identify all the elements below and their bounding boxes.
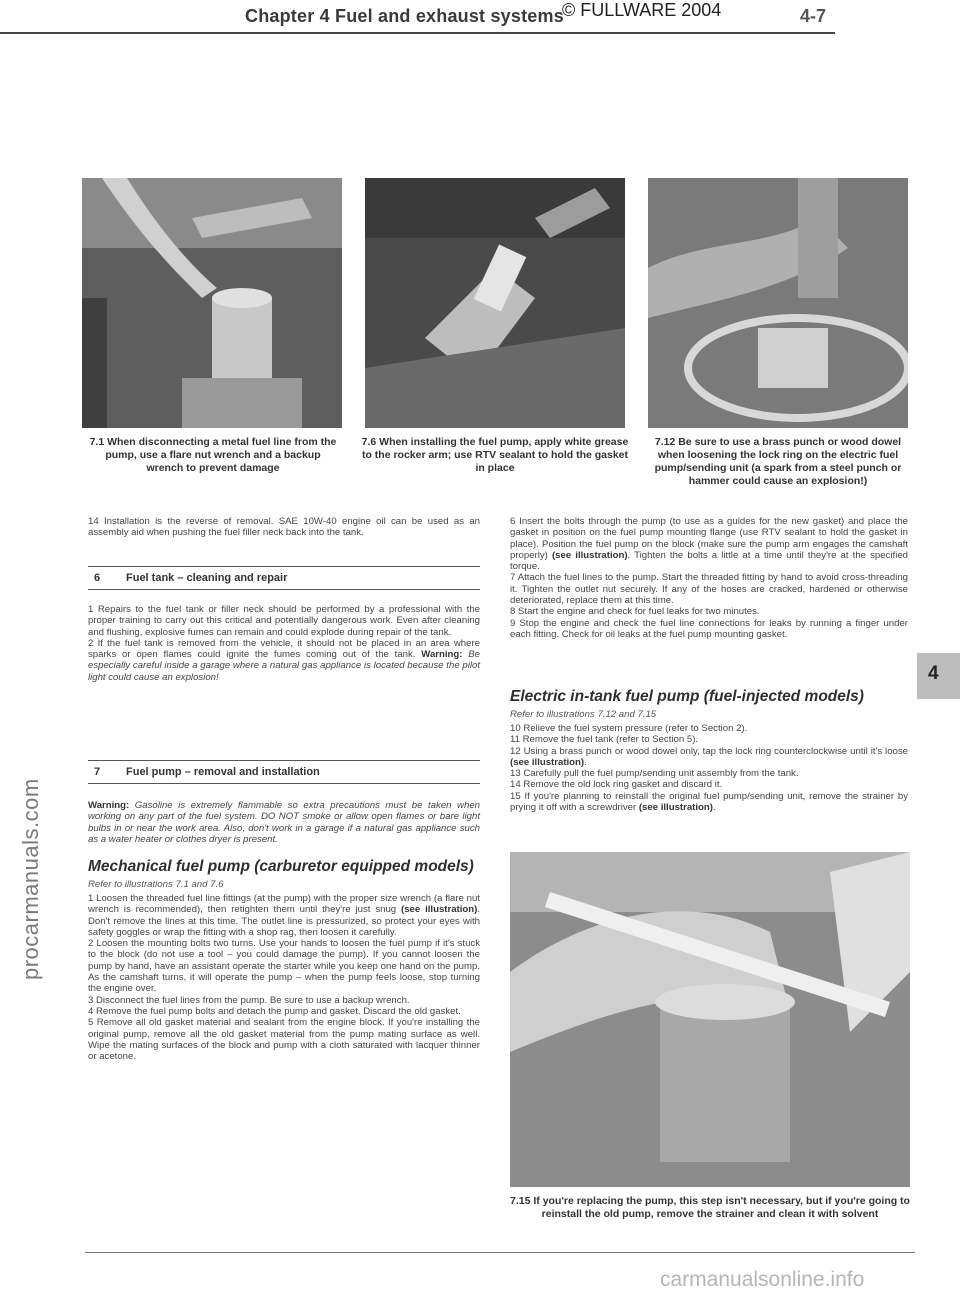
caption-7-6: 7.6 When installing the fuel pump, apply white grease to the rocker arm; use RTV sealant to hold the gasket in place — [361, 436, 629, 474]
fuel-line-photo-icon — [82, 178, 342, 428]
electric-pump-reference: Refer to illustrations 7.12 and 7.15 — [510, 709, 657, 720]
electric-pump-heading: Electric in-tank fuel pump (fuel-injected models) — [510, 688, 864, 705]
photo-7-1 — [82, 178, 342, 428]
mechanical-pump-reference: Refer to illustrations 7.1 and 7.6 — [88, 879, 224, 890]
caption-7-12: 7.12 Be sure to use a brass punch or wood dowel when loosening the lock ring on the electric fuel pump/sending unit (a spark from a steel punch or hammer could cause an explosion!) — [654, 436, 902, 487]
section-6-heading — [88, 566, 480, 590]
page-header — [0, 0, 835, 34]
watermark-left: procarmanuals.com — [18, 778, 43, 980]
right-steps-top: 6 Insert the bolts through the pump (to use as a guides for the new gasket) and place the gasket in position on the fuel pump mounting flange (use RTV sealant to hold the gasket in place). Position the fuel pump on the block (make sure the pump arm engages the camshaft properly) (see illustration). Tighten the bolts a little at a time until they're at the specified torque. 7 Attach the fuel lines to the pump. Start the threaded fitting by hand to avoid cross-threading it. Tighten the outlet nut securely. If any of the hoses are cracked, hardened or otherwise deteriorated, replace them at this time. 8 Start the engine and check for fuel leaks for two minutes. 9 Stop the engine and check the fuel line connections for leaks by running a finger under each fitting. Check for oil leaks at the fuel pump mounting gasket. — [510, 516, 908, 640]
photo-7-12 — [648, 178, 908, 428]
warning-block: Warning: Gasoline is extremely flammable so extra precautions must be taken when working on any part of the fuel system. DO NOT smoke or allow open flames or bare light bulbs in or near the work area. Also, don't work in a garage if a natural gas appliance such as a water heater or clothes dryer is present. — [88, 800, 480, 845]
photo-7-15 — [510, 852, 910, 1187]
watermark-bottom: carmanualsonline.info — [660, 1268, 865, 1291]
section-number: 7 — [94, 766, 101, 778]
caption-7-15: 7.15 If you're replacing the pump, this step isn't necessary, but if you're going to reinstall the old pump, remove the strainer and clean it with solvent — [510, 1195, 910, 1220]
chapter-title: Chapter 4 Fuel and exhaust systems — [245, 6, 564, 26]
section-number: 6 — [94, 572, 101, 584]
caption-7-1: 7.1 When disconnecting a metal fuel line from the pump, use a flare nut wrench and a backup wrench to prevent damage — [89, 436, 337, 474]
strainer-photo-icon — [510, 852, 910, 1187]
page-number: 4-7 — [800, 6, 827, 26]
chapter-tab: 4 — [917, 653, 960, 699]
section-title: Fuel pump – removal and installation — [126, 766, 320, 778]
fuel-pump-photo-icon — [365, 178, 625, 428]
footer-rule — [85, 1252, 915, 1253]
section-title: Fuel tank – cleaning and repair — [126, 572, 288, 584]
electric-pump-steps: 10 Relieve the fuel system pressure (refer to Section 2). 11 Remove the fuel tank (refer to Section 5). 12 Using a brass punch or wood dowel only, tap the lock ring counterclockwise until it's loose (see illustration). 13 Carefully pull the fuel pump/sending unit assembly from the tank. 14 Remove the old lock ring gasket and discard it. 15 If you're planning to reinstall the original fuel pump/sending unit, remove the strainer by prying it off with a screwdriver (see illustration). — [510, 723, 908, 814]
mechanical-pump-heading: Mechanical fuel pump (carburetor equipped models) — [88, 858, 474, 875]
paragraph-14: 14 Installation is the reverse of removal. SAE 10W-40 engine oil can be used as an assembly aid when pushing the fuel filler neck back into the tank. — [88, 516, 480, 539]
mechanical-pump-steps: 1 Loosen the threaded fuel line fittings (at the pump) with the proper size wrench (a flare nut wrench is recommended), then retighten them until they're just snug (see illustration). Don't remove the lines at this time. The outlet line is pressurized, so protect your eyes with safety goggles or wrap the fitting with a shop rag, then loosen it carefully. 2 Loosen the mounting bolts two turns. Use your hands to loosen the fuel pump if it's stuck to the block (do not use a tool – you could damage the pump). If you cannot loosen the pump by hand, have an assistant operate the starter while you keep one hand on the pump. As the camshaft turns, it will operate the pump – when the pump feels loose, stop turning the engine over. 3 Disconnect the fuel lines from the pump. Be sure to use a backup wrench. 4 Remove the fuel pump bolts and detach the pump and gasket. Discard the old gasket. 5 Remove all old gasket material and sealant from the engine block. If you're installing the original pump, remove all the old gasket material from the pump mating surface as well. Wipe the mating surfaces of the block and pump with a cloth saturated with lacquer thinner or acetone. — [88, 893, 481, 1063]
section-6-body: 1 Repairs to the fuel tank or filler neck should be performed by a professional with the proper training to carry out this critical and potentially dangerous work. Even after cleaning and flushing, explosive fumes can remain and could explode during repair of the tank. 2 If the fuel tank is removed from the vehicle, it should not be placed in an area where sparks or open flames could ignite the fumes coming out of the tank. Warning: Be especially careful inside a garage where a natural gas appliance is located because the pilot light could cause an explosion! — [88, 604, 480, 683]
lock-ring-photo-icon — [648, 178, 908, 428]
copyright-notice: © FULLWARE 2004 — [562, 0, 722, 20]
photo-7-6 — [365, 178, 625, 428]
section-7-heading — [88, 760, 480, 784]
